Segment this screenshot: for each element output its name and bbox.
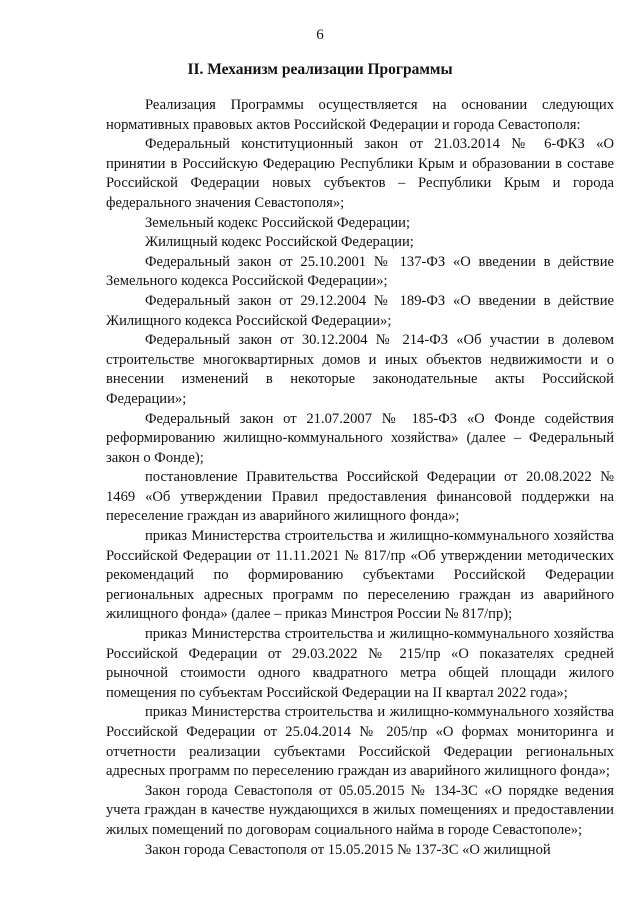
paragraph: Федеральный закон от 30.12.2004 № 214-ФЗ «Об участии в долевом строительстве многоквартирных домов и иных объектов недвижимости и о внесении изменений в некоторые законодательные акты Российской Федерации»; (106, 332, 614, 407)
section-title: II. Механизм реализации Программы (187, 61, 453, 78)
paragraph: Жилищный кодекс Российской Федерации; (145, 234, 414, 251)
paragraph: приказ Министерства строительства и жилищно-коммунального хозяйства Российской Федерации от 29.03.2022 № 215/пр «О показателях средней рыночной стоимости одного квадратного метра общей площади жилого помещения по субъектам Российской Федерации на II квартал 2022 года»; (106, 626, 614, 701)
paragraph: приказ Министерства строительства и жилищно-коммунального хозяйства Российской Федерации от 25.04.2014 № 205/пр «О формах мониторинга и отчетности реализации субъектами Российской Федерации региональных адресных программ по переселению граждан из аварийного жилищного фонда»; (106, 704, 614, 780)
paragraph: постановление Правительства Российской Федерации от 20.08.2022 № 1469 «Об утверждении Правил предоставления финансовой поддержки на переселение граждан из аварийного жилищного фонда»; (106, 469, 614, 525)
page-number: 6 (316, 27, 324, 43)
document-body (106, 96, 614, 860)
paragraph: приказ Министерства строительства и жилищно-коммунального хозяйства Российской Федерации от 11.11.2021 № 817/пр «Об утверждении методических рекомендаций по формированию субъектами Российской Федерации региональных адресных программ по переселению граждан из аварийного жилищного фонда» (далее – приказ Минстроя России № 817/пр); (106, 528, 614, 623)
paragraph: Федеральный конституционный закон от 21.03.2014 № 6-ФКЗ «О принятии в Российскую Федерацию Республики Крым и образовании в составе Российской Федерации новых субъектов – Республики Крым и города федерального значения Севастополя»; (106, 136, 614, 211)
paragraph: Федеральный закон от 25.10.2001 № 137-ФЗ «О введении в действие Земельного кодекса Российской Федерации»; (106, 253, 614, 290)
paragraph: Реализация Программы осуществляется на основании следующих нормативных правовых актов Российской Федерации и города Севастополя: (106, 97, 614, 133)
paragraph: Закон города Севастополя от 05.05.2015 № 134-ЗС «О порядке ведения учета граждан в качестве нуждающихся в жилых помещениях и предоставлении жилых помещений по договорам социального найма в городе Севастополе»; (106, 782, 614, 838)
paragraph: Федеральный закон от 21.07.2007 № 185-ФЗ «О Фонде содействия реформированию жилищно-коммунального хозяйства» (далее – Федеральный закон о Фонде); (106, 410, 614, 466)
paragraph: Закон города Севастополя от 15.05.2015 № 137-ЗС «О жилищной (145, 841, 551, 858)
paragraph: Земельный кодекс Российской Федерации; (145, 214, 411, 231)
paragraph: Федеральный закон от 29.12.2004 № 189-ФЗ «О введении в действие Жилищного кодекса Российской Федерации»; (106, 292, 614, 329)
